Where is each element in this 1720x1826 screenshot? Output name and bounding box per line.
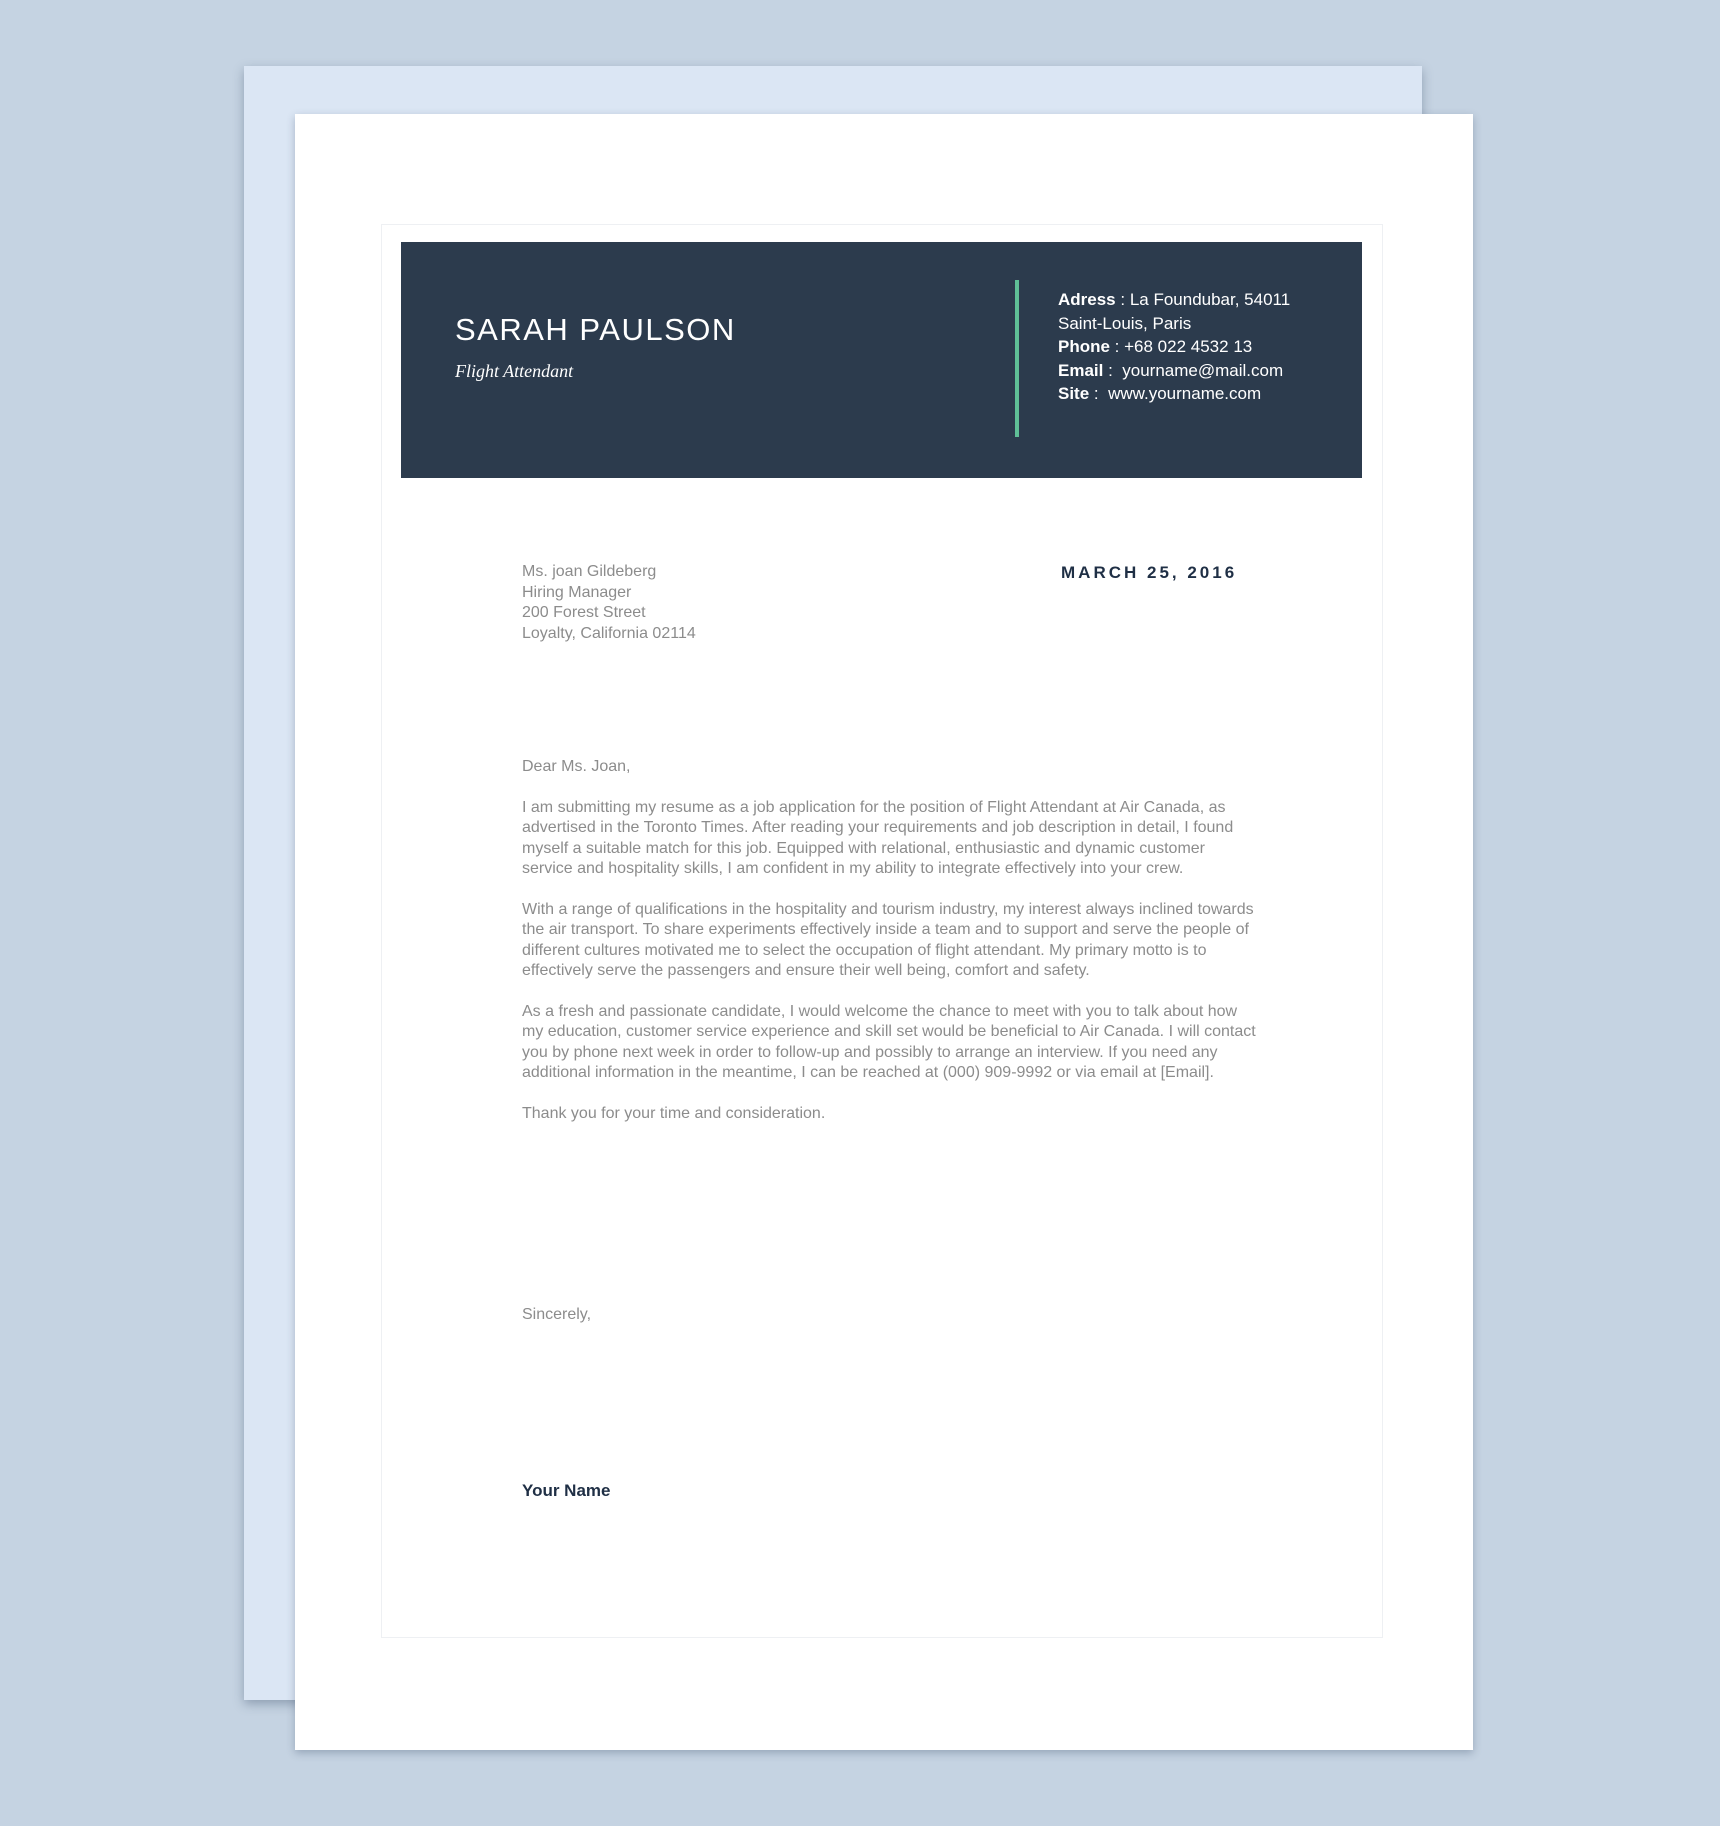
contact-block <box>1058 288 1290 406</box>
contact-email-row: Email : yourname@mail.com <box>1058 360 1284 380</box>
recipient-city: Loyalty, California 02114 <box>522 624 696 642</box>
phone-value: +68 022 4532 13 <box>1124 337 1253 356</box>
address-line1: La Foundubar, 54011 <box>1129 290 1291 309</box>
body-paragraph-4: Thank you for your time and consideration. <box>522 1104 826 1122</box>
applicant-role: Flight Attendant <box>455 361 574 381</box>
header-band <box>401 242 1362 478</box>
contact-address-row: Adress : La Foundubar, 54011 <box>1058 290 1291 309</box>
address-line2: Saint-Louis, Paris <box>1058 313 1192 333</box>
address-label: Adress <box>1058 290 1116 309</box>
body-paragraph-2: With a range of qualifications in the hospitality and tourism industry, my interest always inclined towards the air transport. To share experiments effectively inside a team and to support and serve the people of different cultures motivated me to select the occupation of flight attendant. My primary motto is to effectively serve the passengers and ensure their well being, comfort and safety. <box>522 900 1254 980</box>
signature-name: Your Name <box>522 1481 611 1500</box>
recipient-name: Ms. joan Gildeberg <box>522 563 657 580</box>
applicant-name: SARAH PAULSON <box>455 312 736 347</box>
recipient-street: 200 Forest Street <box>522 604 646 621</box>
email-value: yourname@mail.com <box>1122 360 1284 380</box>
site-label: Site <box>1058 384 1090 403</box>
body-paragraph-1: I am submitting my resume as a job application for the position of Flight Attendant at Air Canada, as advertised in the Toronto Times. After reading your requirements and job description in detail, I found myself a suitable match for this job. Equipped with relational, enthusiastic and dynamic customer service and hospitality skills, I am confident in my ability to integrate effectively into your crew. <box>522 798 1234 878</box>
letter-date: MARCH 25, 2016 <box>1061 563 1238 582</box>
email-label: Email <box>1058 360 1104 380</box>
phone-label: Phone <box>1058 337 1110 356</box>
salutation: Dear Ms. Joan, <box>522 758 631 775</box>
letter-page <box>295 114 1473 1750</box>
recipient-block <box>522 562 696 644</box>
contact-phone-row: Phone : +68 022 4532 13 <box>1058 337 1253 356</box>
contact-site-row: Site : www.yourname.com <box>1058 384 1262 403</box>
header-divider <box>1015 280 1019 437</box>
letter-body <box>522 757 1260 1145</box>
body-paragraph-3: As a fresh and passionate candidate, I would welcome the chance to meet with you to talk about how my education, customer service experience and skill set would be beneficial to Air Canada. I will contact you by phone next week in order to follow-up and possibly to arrange an interview. If you need any additional information in the meantime, I can be reached at (000) 909-9992 or via email at [Email]. <box>522 1002 1256 1082</box>
site-value: www.yourname.com <box>1108 384 1262 403</box>
closing: Sincerely, <box>522 1306 592 1323</box>
recipient-title: Hiring Manager <box>522 583 632 601</box>
